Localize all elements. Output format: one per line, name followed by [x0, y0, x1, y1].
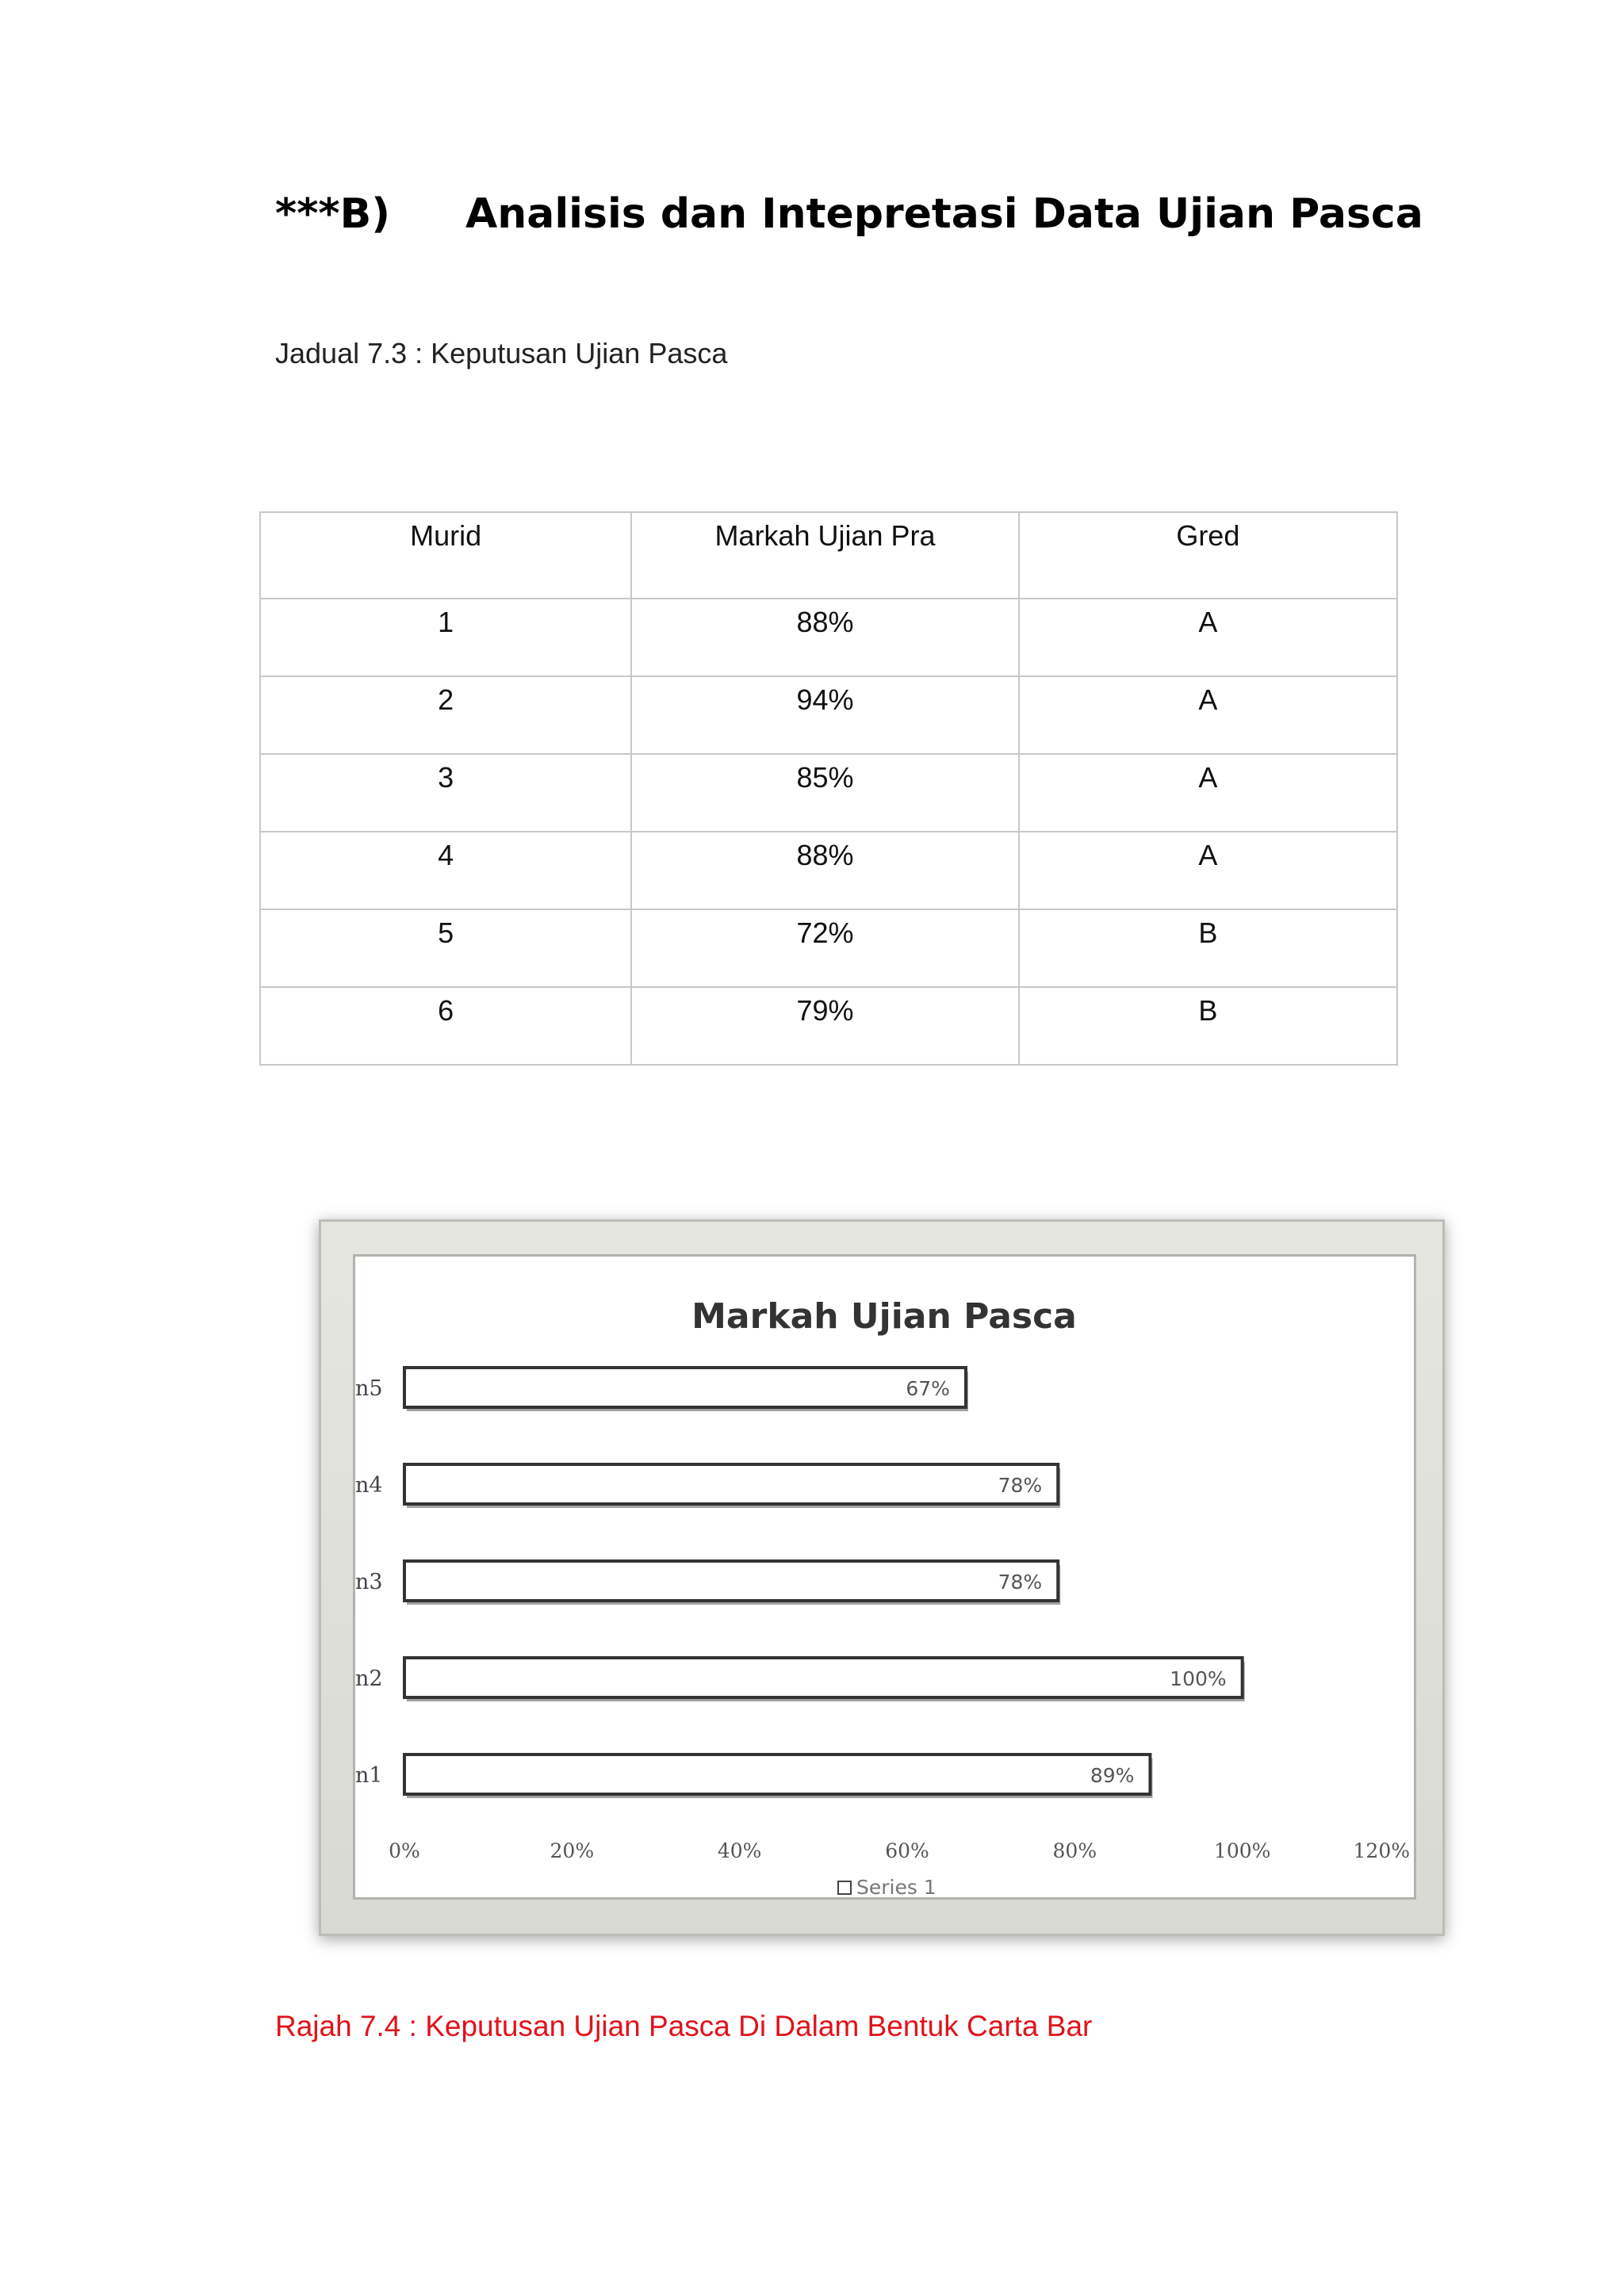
chart-bar — [404, 1658, 1243, 1697]
table-cell: A — [1019, 676, 1397, 754]
figure-caption: Rajah 7.4 : Keputusan Ujian Pasca Di Dalam Bentuk Carta Bar — [275, 2010, 1093, 2042]
column-header-gred: Gred — [1019, 512, 1397, 599]
chart-x-tick-label: 0% — [389, 1839, 420, 1862]
table-cell: 2 — [260, 676, 631, 754]
table-cell: 6 — [260, 987, 631, 1065]
chart-data-label: 67% — [906, 1377, 950, 1400]
chart-bar — [404, 1464, 1058, 1504]
table-cell: B — [1019, 987, 1397, 1065]
chart-x-tick-label: 120% — [1353, 1839, 1410, 1862]
table-cell: 3 — [260, 754, 631, 832]
table-cell: B — [1019, 909, 1397, 987]
section-number: ***B) — [275, 190, 390, 238]
table-row — [260, 676, 1397, 754]
chart-bar — [404, 1561, 1058, 1601]
table-cell: 94% — [631, 676, 1018, 754]
table-cell: A — [1019, 599, 1397, 676]
column-header-markah: Markah Ujian Pra — [631, 512, 1018, 599]
chart-x-tick-label: 60% — [885, 1839, 929, 1862]
table-cell: 85% — [631, 754, 1018, 832]
table-cell: 79% — [631, 987, 1018, 1065]
bar-chart — [355, 1257, 1414, 1897]
chart-x-tick-label: 80% — [1052, 1839, 1097, 1862]
table-cell: A — [1019, 754, 1397, 832]
table-cell: 88% — [631, 599, 1018, 676]
section-title: Analisis dan Intepretasi Data Ujian Pasca — [465, 190, 1423, 238]
table-header-row — [260, 512, 1397, 599]
table-row — [260, 754, 1397, 832]
chart-frame — [319, 1219, 1445, 1936]
chart-x-tick-label: 40% — [717, 1839, 762, 1862]
table-caption: Jadual 7.3 : Keputusan Ujian Pasca — [275, 337, 728, 369]
table-row — [260, 599, 1397, 676]
legend-swatch — [838, 1881, 851, 1894]
chart-category-label: n2 — [355, 1667, 383, 1691]
chart-x-tick-label: 20% — [550, 1839, 595, 1862]
legend-label: Series 1 — [856, 1876, 936, 1897]
table-cell: 72% — [631, 909, 1018, 987]
table-row — [260, 987, 1397, 1065]
results-table — [259, 511, 1398, 1066]
column-header-murid: Murid — [260, 512, 631, 599]
chart-data-label: 89% — [1090, 1764, 1135, 1787]
table-cell: 4 — [260, 832, 631, 909]
table-row — [260, 832, 1397, 909]
chart-data-label: 100% — [1170, 1667, 1227, 1690]
chart-title: Markah Ujian Pasca — [691, 1296, 1077, 1337]
chart-bar — [404, 1755, 1150, 1794]
table-cell: 1 — [260, 599, 631, 676]
chart-plot-area — [353, 1254, 1416, 1900]
table-cell: A — [1019, 832, 1397, 909]
chart-category-label: n4 — [355, 1473, 383, 1498]
chart-category-label: n1 — [355, 1763, 383, 1788]
table-cell: 88% — [631, 832, 1018, 909]
chart-category-label: n3 — [355, 1570, 383, 1594]
chart-data-label: 78% — [998, 1474, 1043, 1497]
section-heading — [275, 190, 1423, 238]
table-cell: 5 — [260, 909, 631, 987]
chart-category-label: n5 — [355, 1376, 383, 1401]
chart-bar — [404, 1368, 966, 1407]
chart-data-label: 78% — [998, 1571, 1043, 1594]
chart-x-tick-label: 100% — [1213, 1839, 1271, 1862]
table-row — [260, 909, 1397, 987]
